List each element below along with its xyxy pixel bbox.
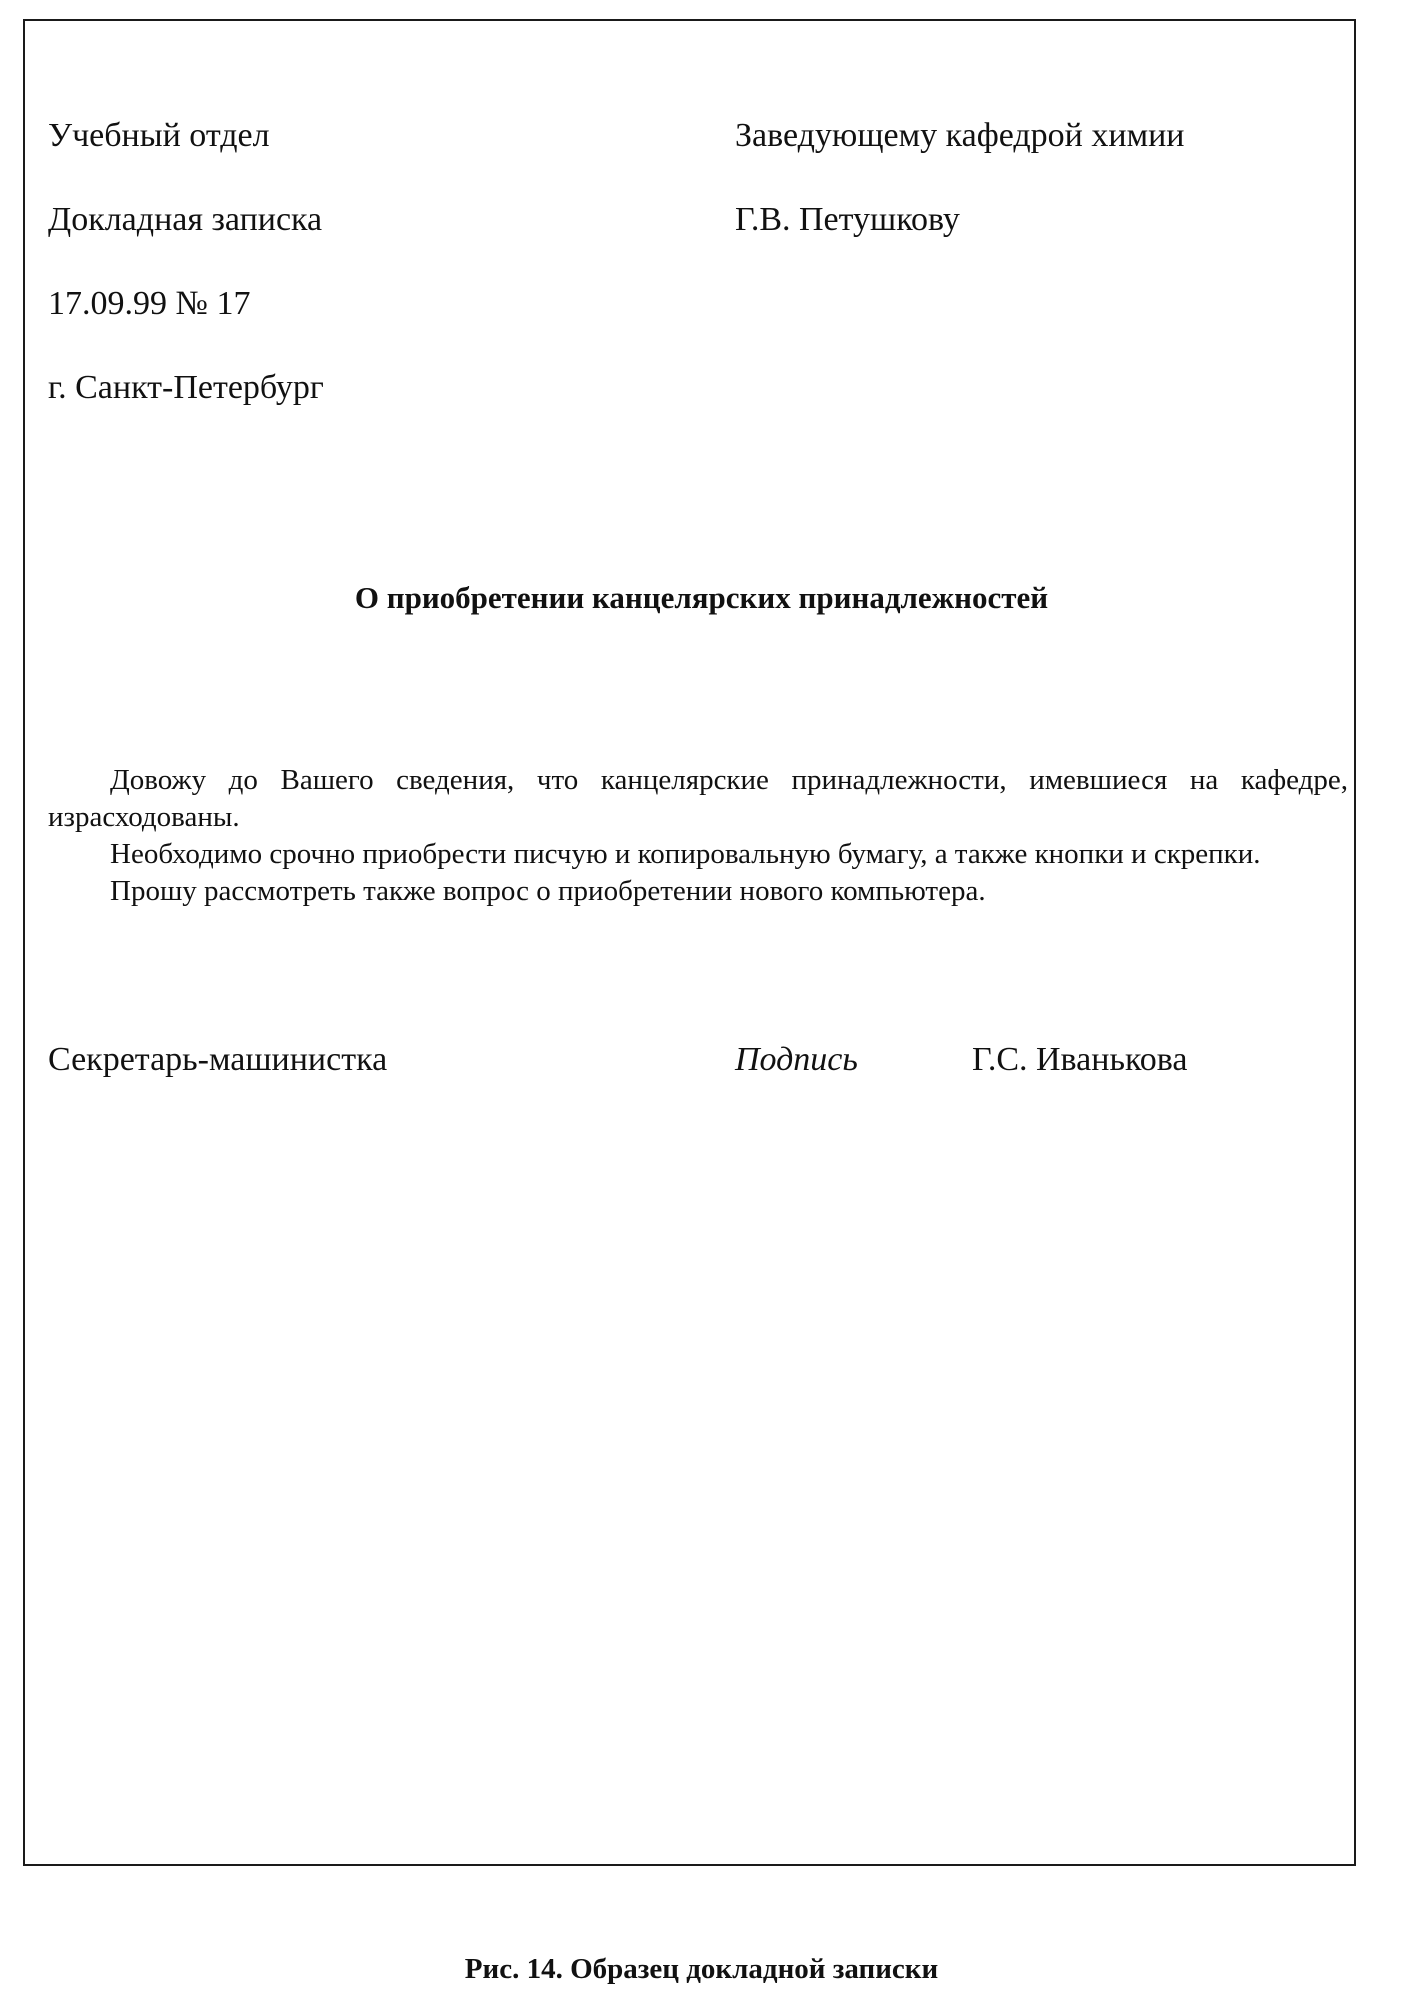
- figure-caption: Рис. 14. Образец докладной записки: [464, 1953, 939, 1985]
- organization: Учебный отдел: [48, 117, 270, 154]
- signature-label: Подпись: [735, 1041, 858, 1078]
- signer-name: Г.С. Иванькова: [972, 1041, 1188, 1078]
- addressee-name: Г.В. Петушкову: [735, 201, 960, 238]
- body-paragraph: Необходимо срочно приобрести писчую и копировальную бумагу, а также кнопки и скрепки.: [110, 838, 1261, 870]
- subject-heading: О приобретении канцелярских принадлежностей: [354, 580, 1049, 615]
- body-paragraph: Довожу до Вашего сведения, что канцелярские принадлежности, имевшиеся на кафедре, израсходованы.: [48, 764, 1348, 833]
- body-text: [48, 762, 1348, 910]
- body-paragraph: Прошу рассмотреть также вопрос о приобретении нового компьютера.: [110, 875, 986, 907]
- date-number: 17.09.99 № 17: [48, 285, 251, 322]
- document-type: Докладная записка: [48, 201, 323, 238]
- addressee-position: Заведующему кафедрой химии: [735, 117, 1185, 154]
- place: г. Санкт-Петербург: [48, 369, 324, 406]
- signer-position: Секретарь-машинистка: [48, 1041, 388, 1078]
